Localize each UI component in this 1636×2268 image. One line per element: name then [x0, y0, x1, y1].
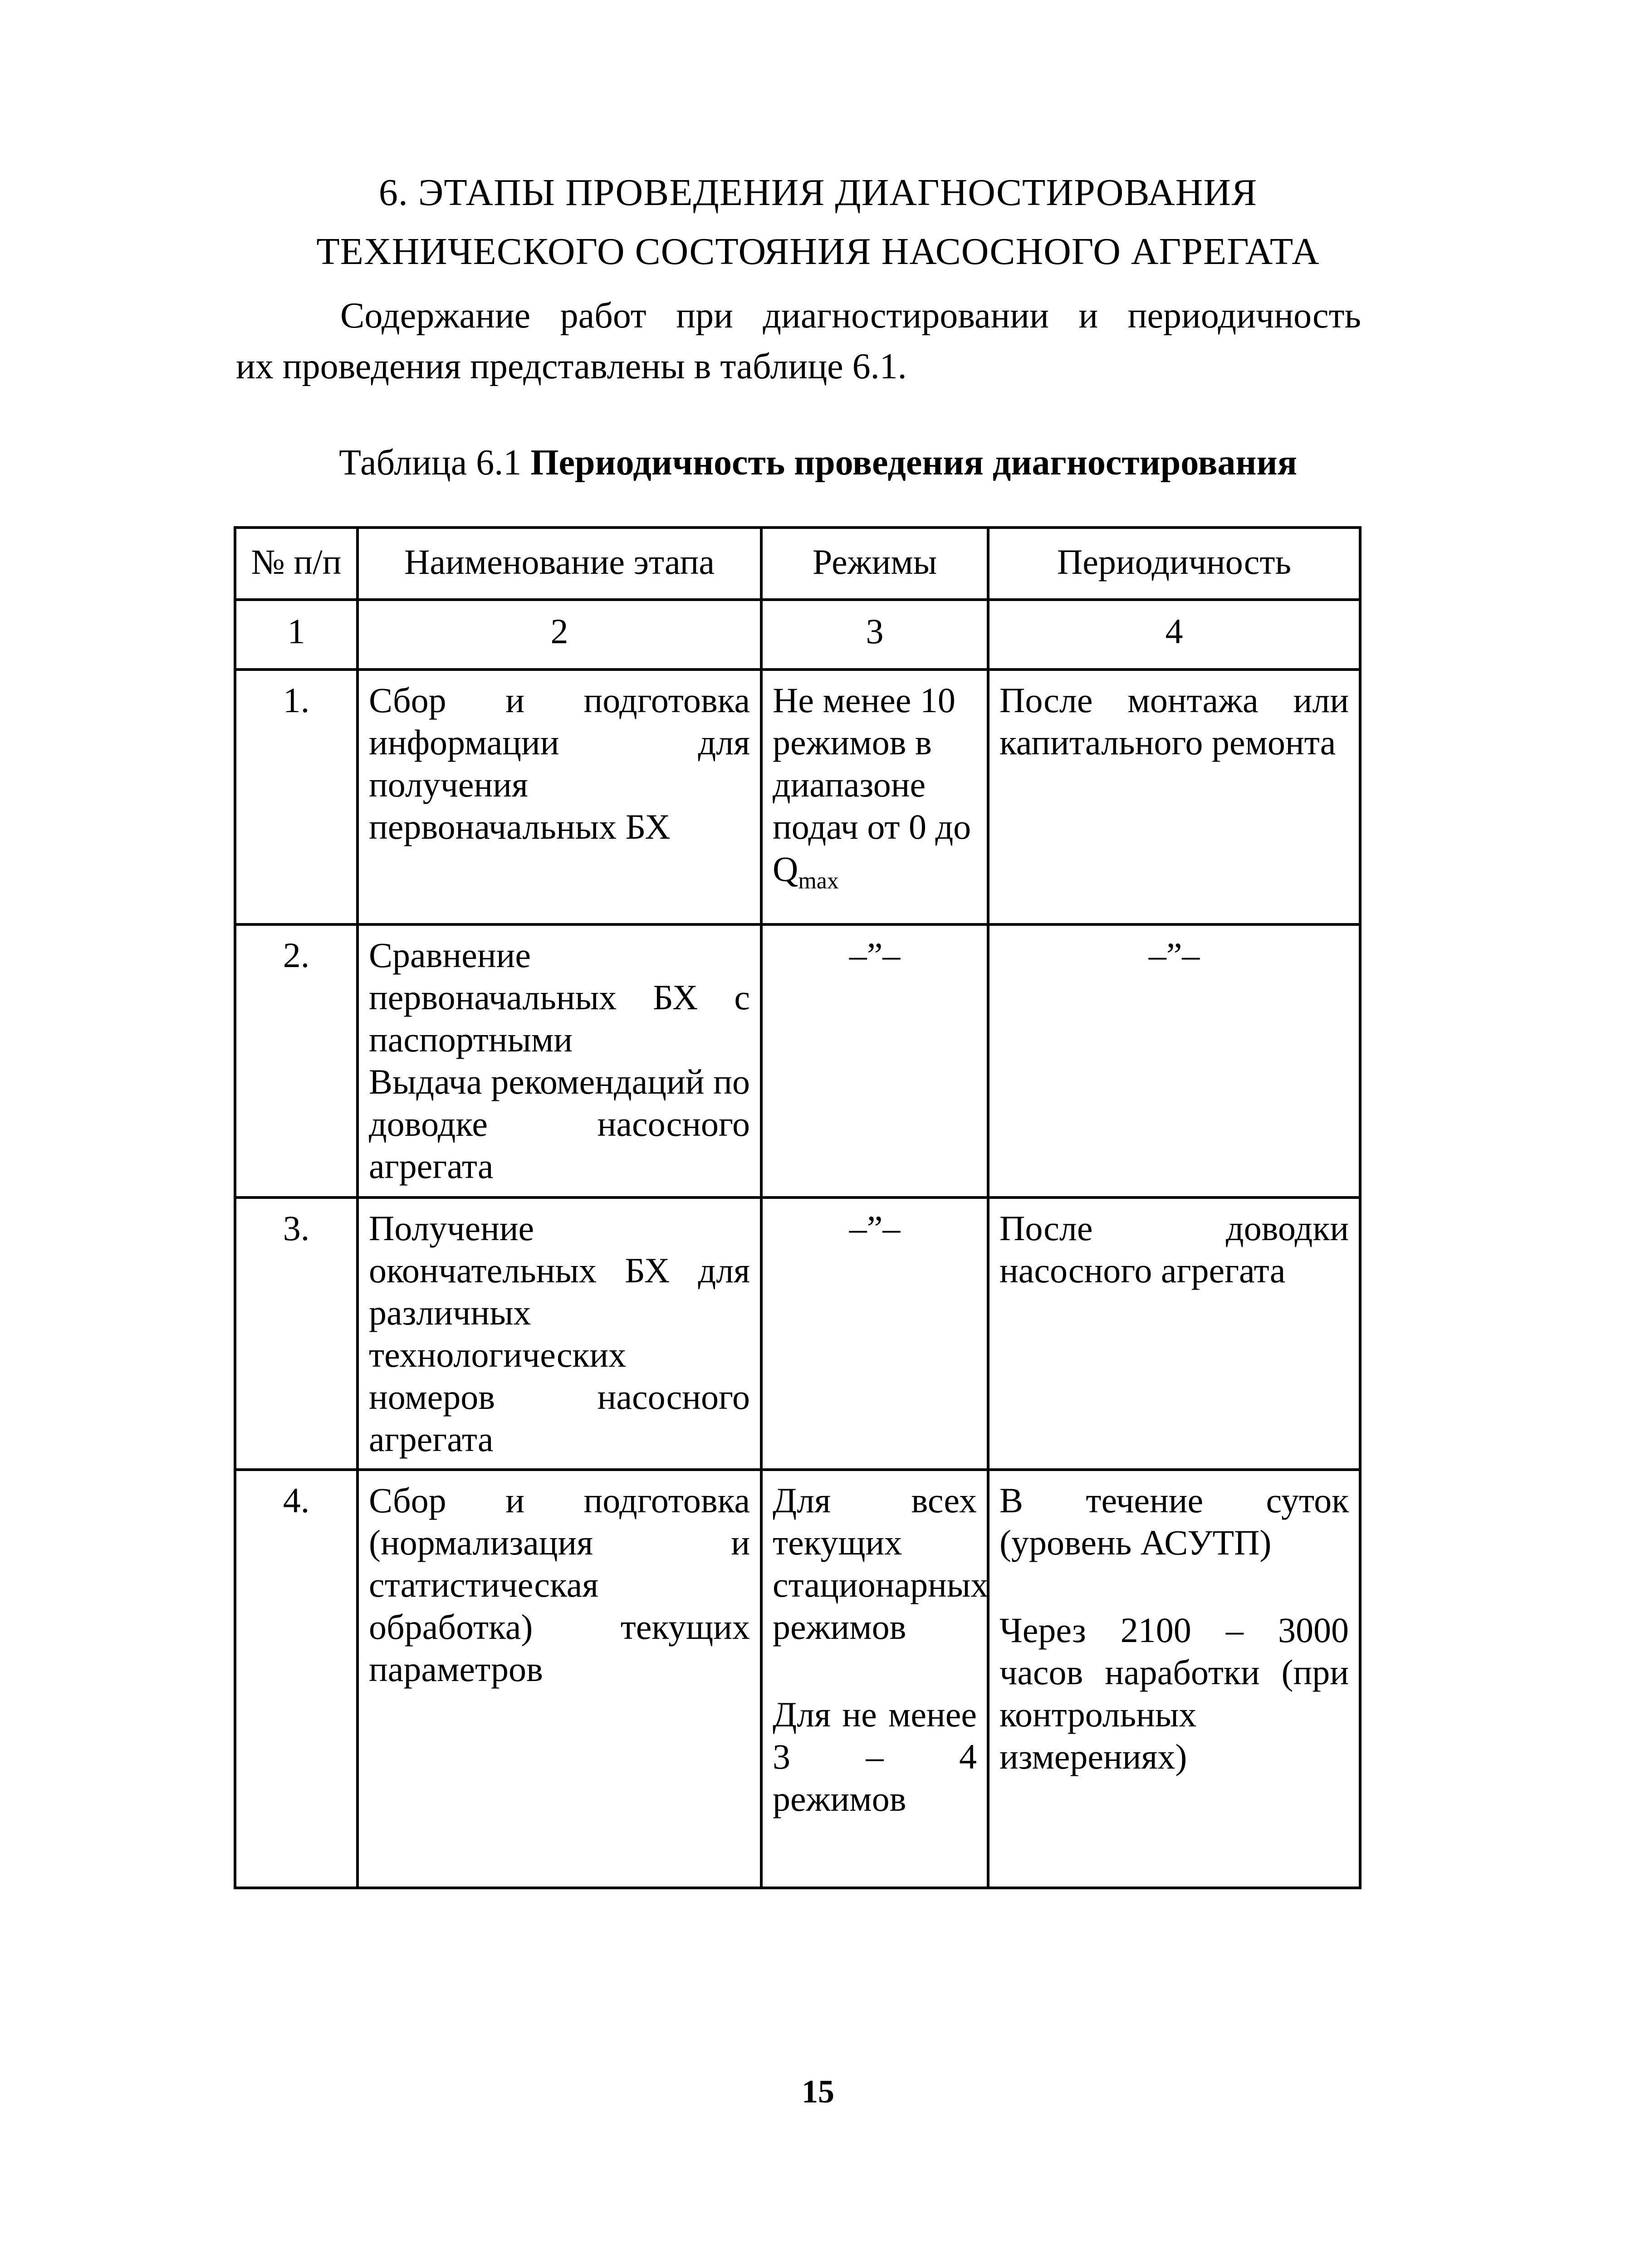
heading-line-1: 6. ЭТАПЫ ПРОВЕДЕНИЯ ДИАГНОСТИРОВАНИЯ: [378, 171, 1258, 214]
period-text: В течение суток (уровень АСУТП): [999, 1481, 1349, 1562]
section-heading: [0, 163, 1636, 281]
periodicity-table: [234, 526, 1362, 1889]
stage-cell: Сбор и подготовка информации для получения первоначальных БХ: [358, 670, 761, 924]
table-row: [235, 1198, 1360, 1470]
modes-cell: [761, 670, 988, 924]
modes-cell: –”–: [761, 1198, 988, 1470]
stage-text: Сравнение первоначальных БХ с паспортными: [369, 935, 750, 1059]
table-row: [235, 1470, 1360, 1888]
modes-text-2: Для не менее 3 – 4 режимов: [773, 1695, 977, 1818]
modes-cell: [761, 1470, 988, 1888]
column-number-cell: 2: [358, 600, 761, 670]
intro-line-1: Содержание работ при диагностировании и периодичность: [340, 296, 1361, 336]
period-cell: После доводки насосного агрегата: [988, 1198, 1360, 1470]
table-header-row: [235, 528, 1360, 600]
modes-subscript: max: [798, 868, 839, 894]
page-number: 15: [802, 2073, 834, 2110]
modes-text: Не менее 10 режимов в диапазоне подач от 0 до Q: [773, 680, 971, 889]
row-number-cell: 2.: [235, 924, 358, 1198]
row-number-cell: 1.: [235, 670, 358, 924]
stage-cell: Сбор и подготовка (нормализация и статистическая обработка) текущих параметров: [358, 1470, 761, 1888]
column-number-cell: 1: [235, 600, 358, 670]
table-caption-prefix: Таблица 6.1: [339, 443, 522, 483]
header-cell: № п/п: [235, 528, 358, 600]
column-number-cell: 4: [988, 600, 1360, 670]
period-text-2: Через 2100 – 3000 часов наработки (при контрольных измерениях): [999, 1610, 1349, 1776]
row-number-cell: 4.: [235, 1470, 358, 1888]
table-column-numbers-row: [235, 600, 1360, 670]
modes-text: Для всех текущих стационарных режимов: [773, 1481, 989, 1647]
stage-cell: Получение окончательных БХ для различных технологических номеров насосного агрегата: [358, 1198, 761, 1470]
intro-paragraph: [236, 290, 1361, 392]
heading-line-2: ТЕХНИЧЕСКОГО СОСТОЯНИЯ НАСОСНОГО АГРЕГАТА: [316, 230, 1320, 273]
modes-cell: –”–: [761, 924, 988, 1198]
header-cell: Периодичность: [988, 528, 1360, 600]
table-caption: [0, 438, 1636, 488]
intro-line-2: их проведения представлены в таблице 6.1.: [236, 347, 907, 386]
table-caption-title: Периодичность проведения диагностирования: [530, 443, 1297, 483]
column-number-cell: 3: [761, 600, 988, 670]
row-number-cell: 3.: [235, 1198, 358, 1470]
header-cell: Наименование этапа: [358, 528, 761, 600]
stage-cell: [358, 924, 761, 1198]
header-cell: Режимы: [761, 528, 988, 600]
table-row: [235, 924, 1360, 1198]
stage-text-2: Выдача рекомендаций по доводке насосного агрегата: [369, 1062, 750, 1186]
period-cell: [988, 1470, 1360, 1888]
period-cell: После монтажа или капитального ремонта: [988, 670, 1360, 924]
period-cell: –”–: [988, 924, 1360, 1198]
table-row: [235, 670, 1360, 924]
